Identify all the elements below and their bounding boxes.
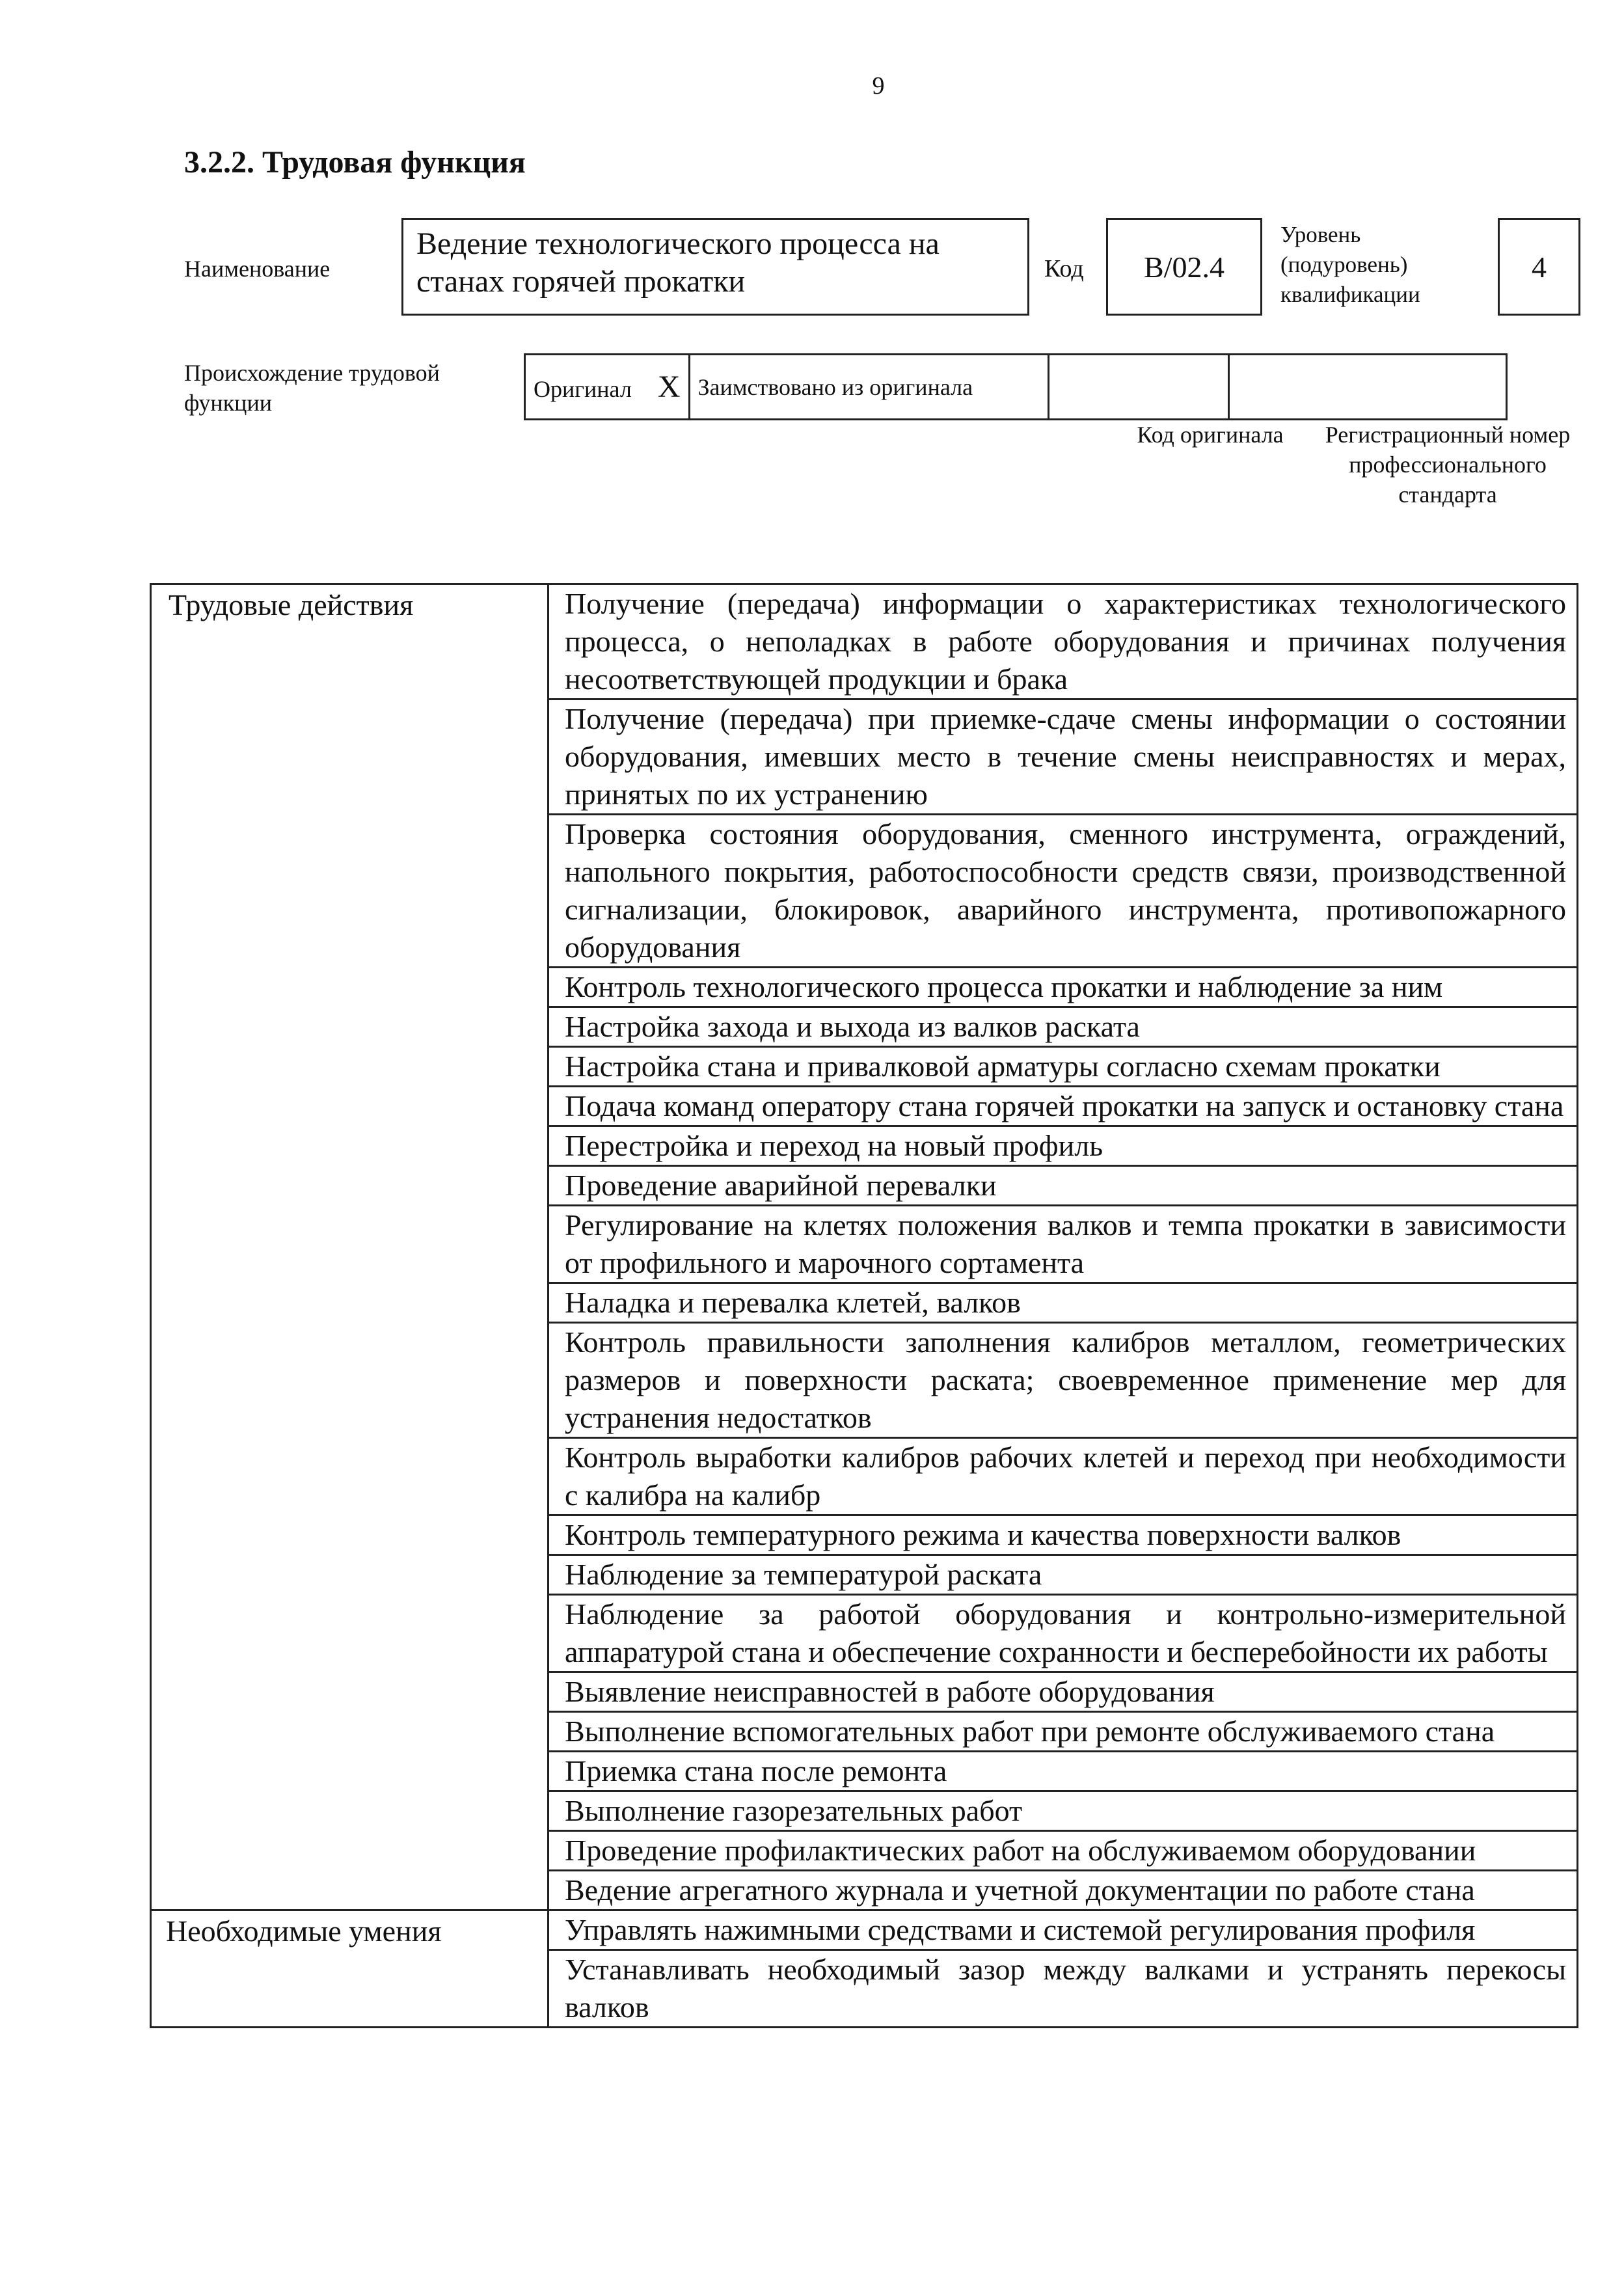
table-cell: Управлять нажимными средствами и системой регулирования профиля: [548, 1910, 1578, 1950]
origin-label: Происхождение трудовой функции: [184, 360, 440, 416]
code-original-caption: Код оригинала: [1137, 422, 1284, 448]
table-cell: Контроль температурного режима и качества поверхности валков: [548, 1515, 1578, 1555]
table-cell: Подача команд оператору стана горячей прокатки на запуск и остановку стана: [548, 1087, 1578, 1126]
table-cell: Контроль технологического процесса прокатки и наблюдение за ним: [548, 968, 1578, 1007]
table-cell: Настройка стана и привалковой арматуры согласно схемам прокатки: [548, 1047, 1578, 1087]
labor-actions-label: Трудовые действия: [151, 584, 548, 1910]
table-cell: Получение (передача) информации о характеристиках технологического процесса, о неполадках в работе оборудования и причинах получения несоответствующей продукции и брака: [548, 584, 1578, 700]
table-cell: Наблюдение за температурой раската: [548, 1555, 1578, 1595]
table-cell: Устанавливать необходимый зазор между валками и устранять перекосы валков: [548, 1950, 1578, 2028]
table-cell: Регулирование на клетях положения валков и темпа прокатки в зависимости от профильного и марочного сортамента: [548, 1206, 1578, 1283]
origin-original-cell: [525, 355, 690, 420]
level-label: Уровень (подуровень) квалификации: [1280, 222, 1420, 307]
name-label: Наименование: [184, 256, 331, 282]
table-cell: Настройка захода и выхода из валков раската: [548, 1007, 1578, 1047]
function-name-field: Ведение технологического процесса на станах горячей прокатки: [401, 218, 1029, 316]
table-cell: Контроль выработки калибров рабочих клетей и переход при необходимости с калибра на калибр: [548, 1438, 1578, 1515]
table-cell: Выполнение газорезательных работ: [548, 1791, 1578, 1831]
code-label: Код: [1044, 255, 1084, 282]
origin-reg-cell: [1228, 355, 1506, 420]
table-cell: Перестройка и переход на новый профиль: [548, 1126, 1578, 1166]
table-cell: Получение (передача) при приемке-сдаче смены информации о состоянии оборудования, имевших место в течение смены неисправностях и мерах, принятых по их устранению: [548, 700, 1578, 815]
section-title: 3.2.2. Трудовая функция: [184, 145, 526, 180]
origin-code-cell: [1048, 355, 1228, 420]
table-cell: Ведение агрегатного журнала и учетной документации по работе стана: [548, 1871, 1578, 1910]
origin-table: [524, 353, 1508, 420]
original-label: Оригинал: [534, 376, 632, 402]
labor-function-table: [150, 583, 1578, 2028]
table-cell: Проведение профилактических работ на обслуживаемом оборудовании: [548, 1831, 1578, 1871]
level-field: 4: [1498, 218, 1580, 316]
original-mark: X: [657, 370, 681, 404]
table-cell: Приемка стана после ремонта: [548, 1752, 1578, 1791]
borrowed-label: Заимствовано из оригинала: [689, 355, 1048, 420]
table-cell: Выявление неисправностей в работе оборудования: [548, 1672, 1578, 1712]
table-row: [151, 1910, 1578, 1950]
table-row: [151, 584, 1578, 700]
table-cell: Проверка состояния оборудования, сменного инструмента, ограждений, напольного покрытия, работоспособности средств связи, производственной сигнализации, блокировок, аварийного инструмента, противопожарного оборудования: [548, 815, 1578, 968]
table-cell: Выполнение вспомогательных работ при ремонте обслуживаемого стана: [548, 1712, 1578, 1752]
reg-number-caption: Регистрационный номер профессионального стандарта: [1325, 422, 1571, 508]
table-cell: Наблюдение за работой оборудования и контрольно-измерительной аппаратурой стана и обеспечение сохранности и бесперебойности их работы: [548, 1595, 1578, 1672]
skills-label: Необходимые умения: [151, 1910, 548, 2028]
page-number: 9: [872, 72, 885, 100]
table-cell: Проведение аварийной перевалки: [548, 1166, 1578, 1206]
table-cell: Контроль правильности заполнения калибров металлом, геометрических размеров и поверхности раската; своевременное применение мер для устранения недостатков: [548, 1323, 1578, 1438]
table-cell: Наладка и перевалка клетей, валков: [548, 1283, 1578, 1323]
code-field: B/02.4: [1106, 218, 1262, 316]
